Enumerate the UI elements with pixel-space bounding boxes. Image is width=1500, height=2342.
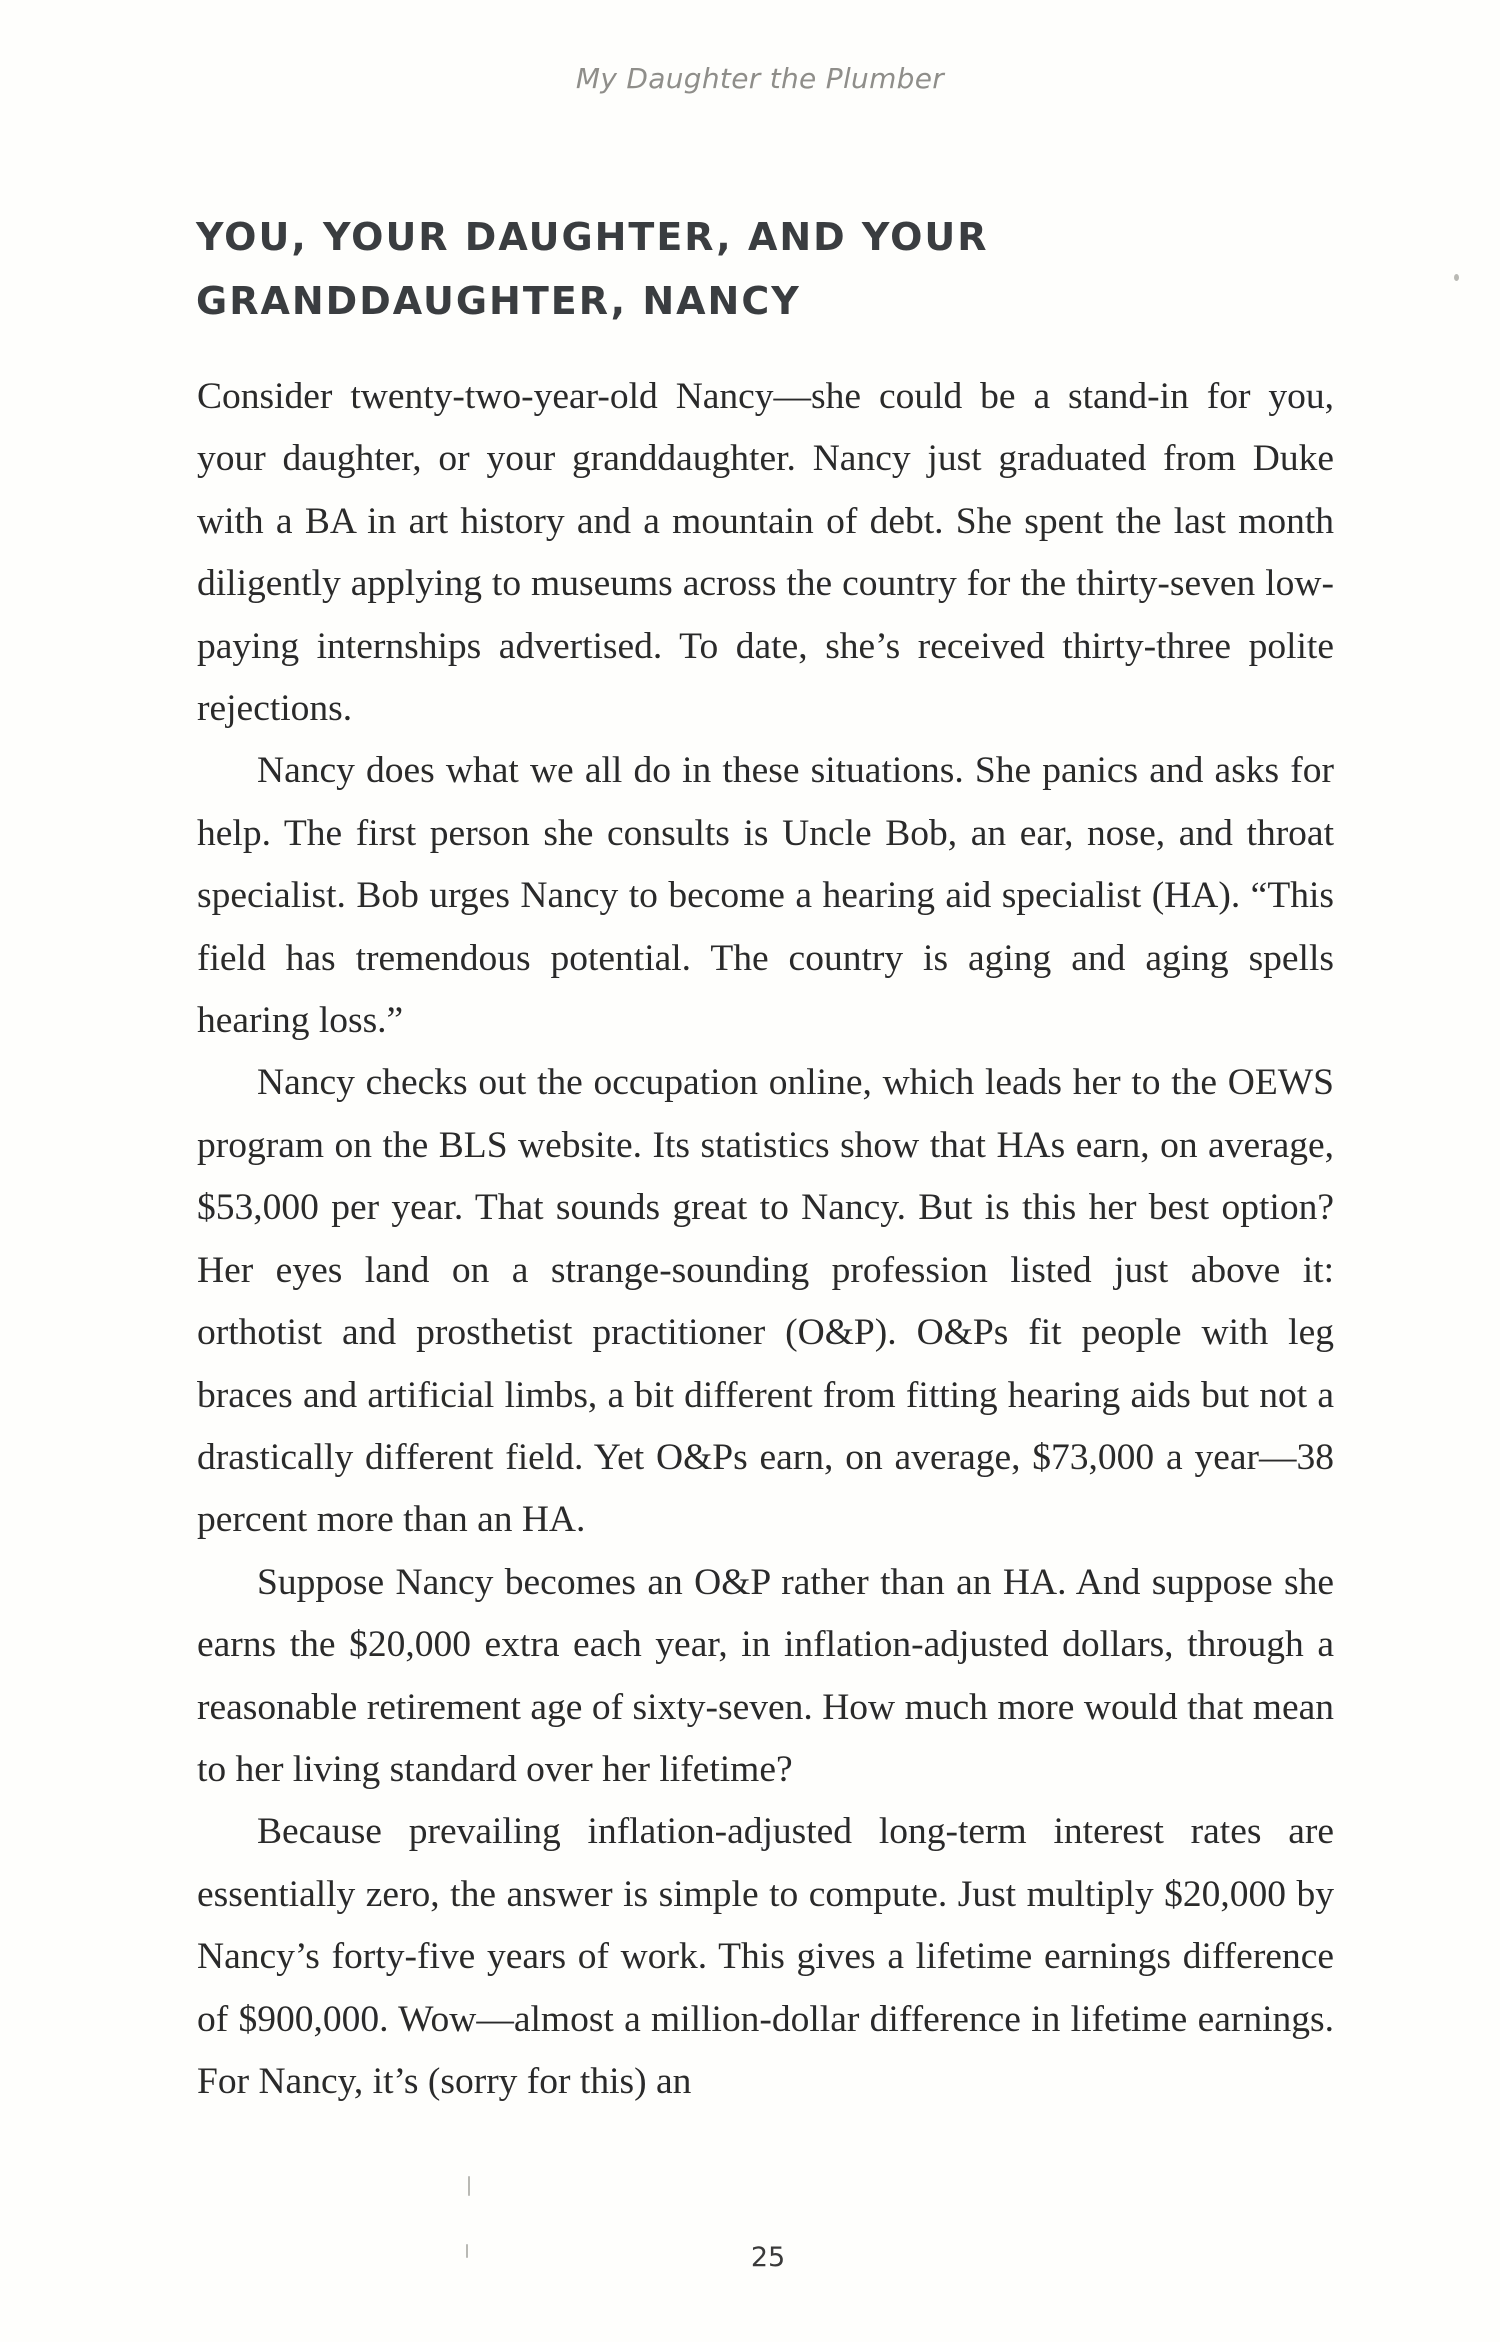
section-heading [196,205,1096,333]
scan-speck [1454,274,1459,281]
running-head: My Daughter the Plumber [575,62,945,95]
page-number: 25 [750,2242,786,2273]
paragraph-3: Nancy checks out the occupation online, which leads her to the OEWS program on the BLS website. Its statistics show that HAs earn, on average, $53,000 per year. That sounds great to Nancy. But is this her best option? Her eyes land on a strange-sounding profession listed just above it: orthotist and prosthetist practitioner (O&P). O&Ps fit people with leg braces and artificial limbs, a bit different from fitting hearing aids but not a drastically different field. Yet O&Ps earn, on average, $73,000 a year—38 percent more than an HA. [197,1062,1334,1541]
paragraph-5: Because prevailing inflation-adjusted long-term interest rates are essentially zero, the answer is simple to compute. Just multiply $20,000 by Nancy’s forty-five years of work. This gives a lifetime earnings difference of $900,000. Wow—almost a million-dollar difference in lifetime earnings. For Nancy, it’s (sorry for this) an [197,1811,1334,2102]
section-heading-line-1: YOU, YOUR DAUGHTER, AND YOUR [196,215,989,259]
section-heading-line-2: GRANDDAUGHTER, NANCY [196,279,801,323]
scan-speck [468,2176,470,2196]
paragraph-2: Nancy does what we all do in these situations. She panics and asks for help. The first person she consults is Uncle Bob, an ear, nose, and throat specialist. Bob urges Nancy to become a hearing aid specialist (HA). “This field has tremendous potential. The country is aging and aging spells hearing loss.” [197,750,1334,1042]
paragraph-1: Consider twenty-two-year-old Nancy—she could be a stand-in for you, your daughter, or your granddaughter. Nancy just graduated from Duke with a BA in art history and a mountain of debt. She spent the last month diligently applying to museums across the country for the thirty-seven low-paying internships advertised. To date, she’s received thirty-three polite rejections. [197,376,1334,730]
body-text [197,366,1334,2113]
paragraph-4: Suppose Nancy becomes an O&P rather than an HA. And suppose she earns the $20,000 extra each year, in inflation-adjusted dollars, through a reasonable retirement age of sixty-seven. How much more would that mean to her living standard over her lifetime? [197,1561,1334,1790]
scan-speck [466,2244,468,2258]
